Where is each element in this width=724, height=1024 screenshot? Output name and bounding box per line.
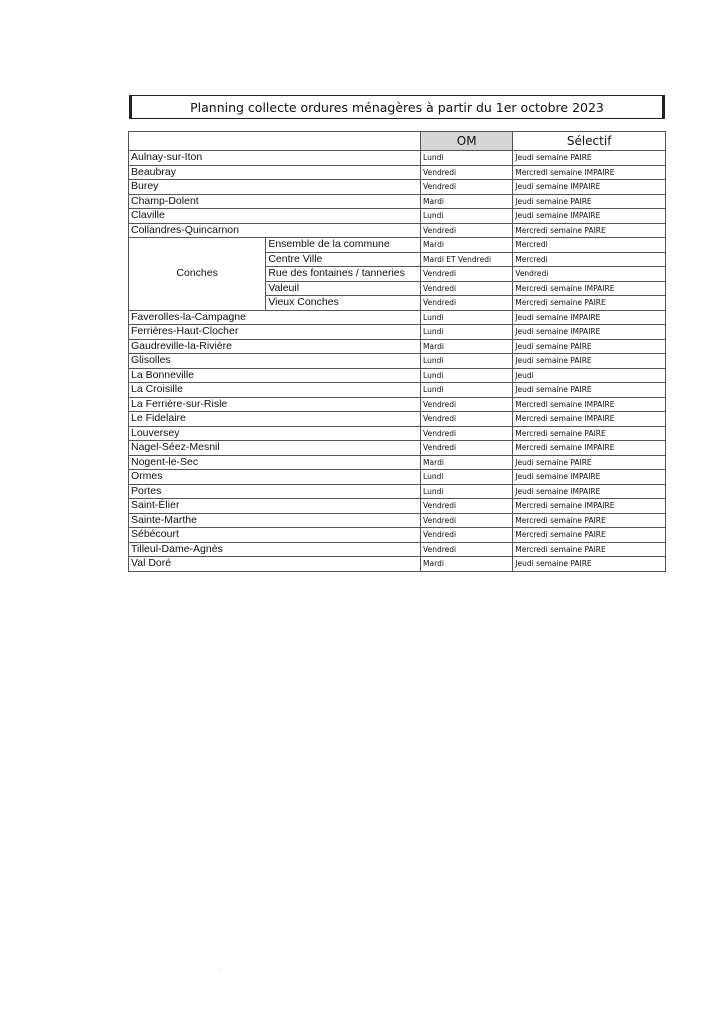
commune-cell: Saint-Élier	[129, 499, 421, 514]
selectif-day-cell: Mercredi semaine PAIRE	[513, 542, 666, 557]
selectif-day-cell: Jeudi semaine PAIRE	[513, 455, 666, 470]
om-day-cell: Mardi	[421, 557, 513, 572]
commune-cell: Glisolles	[129, 354, 421, 369]
scan-speck: ·	[219, 967, 221, 973]
commune-cell-conches: Conches	[129, 238, 266, 311]
sector-cell: Ensemble de la commune	[266, 238, 421, 253]
selectif-day-cell: Mercredi semaine PAIRE	[513, 426, 666, 441]
commune-cell: Champ-Dolent	[129, 194, 421, 209]
table-row	[129, 499, 666, 514]
selectif-day-cell: Jeudi semaine IMPAIRE	[513, 310, 666, 325]
om-day-cell: Vendredi	[421, 397, 513, 412]
table-row	[129, 557, 666, 572]
selectif-day-cell: Jeudi semaine PAIRE	[513, 151, 666, 166]
selectif-day-cell: Mercredi semaine PAIRE	[513, 513, 666, 528]
header-om: OM	[421, 132, 513, 151]
header-blank-cell	[129, 132, 421, 151]
om-day-cell: Mardi	[421, 339, 513, 354]
om-day-cell: Vendredi	[421, 513, 513, 528]
sector-cell: Rue des fontaines / tanneries	[266, 267, 421, 282]
om-day-cell: Vendredi	[421, 296, 513, 311]
selectif-day-cell: Jeudi semaine PAIRE	[513, 194, 666, 209]
table-row	[129, 484, 666, 499]
table-row	[129, 383, 666, 398]
selectif-day-cell: Mercredi semaine IMPAIRE	[513, 281, 666, 296]
table-row	[129, 209, 666, 224]
om-day-cell: Vendredi	[421, 426, 513, 441]
commune-cell: Gaudreville-la-Rivière	[129, 339, 421, 354]
om-day-cell: Lundi	[421, 209, 513, 224]
selectif-day-cell: Mercredi semaine IMPAIRE	[513, 499, 666, 514]
table-body	[129, 151, 666, 572]
selectif-day-cell: Mercredi semaine IMPAIRE	[513, 165, 666, 180]
table-row	[129, 470, 666, 485]
sector-cell: Vieux Conches	[266, 296, 421, 311]
om-day-cell: Mardi	[421, 194, 513, 209]
commune-cell: Louversey	[129, 426, 421, 441]
commune-cell: Nagel-Séez-Mesnil	[129, 441, 421, 456]
collection-schedule-table	[128, 131, 666, 572]
om-day-cell: Vendredi	[421, 165, 513, 180]
om-day-cell: Vendredi	[421, 499, 513, 514]
om-day-cell: Vendredi	[421, 180, 513, 195]
om-day-cell: Lundi	[421, 470, 513, 485]
om-day-cell: Vendredi	[421, 267, 513, 282]
om-day-cell: Vendredi	[421, 441, 513, 456]
selectif-day-cell: Jeudi semaine PAIRE	[513, 383, 666, 398]
table-row	[129, 325, 666, 340]
selectif-day-cell: Vendredi	[513, 267, 666, 282]
om-day-cell: Vendredi	[421, 281, 513, 296]
commune-cell: La Bonneville	[129, 368, 421, 383]
commune-cell: Burey	[129, 180, 421, 195]
selectif-day-cell: Mercredi semaine IMPAIRE	[513, 412, 666, 427]
selectif-day-cell: Mercredi semaine PAIRE	[513, 223, 666, 238]
selectif-day-cell: Jeudi semaine IMPAIRE	[513, 484, 666, 499]
sector-cell: Valeuil	[266, 281, 421, 296]
om-day-cell: Lundi	[421, 484, 513, 499]
table-row	[129, 528, 666, 543]
table-row	[129, 194, 666, 209]
commune-cell: Sainte-Marthe	[129, 513, 421, 528]
selectif-day-cell: Jeudi semaine PAIRE	[513, 339, 666, 354]
header-selectif: Sélectif	[513, 132, 666, 151]
om-day-cell: Lundi	[421, 354, 513, 369]
om-day-cell: Lundi	[421, 310, 513, 325]
om-day-cell: Vendredi	[421, 412, 513, 427]
om-day-cell: Vendredi	[421, 223, 513, 238]
commune-cell: La Croisille	[129, 383, 421, 398]
commune-cell: Val Doré	[129, 557, 421, 572]
table-row	[129, 339, 666, 354]
om-day-cell: Mardi	[421, 455, 513, 470]
selectif-day-cell: Mercredi	[513, 238, 666, 253]
commune-cell: Nogent-le-Sec	[129, 455, 421, 470]
selectif-day-cell: Mercredi semaine PAIRE	[513, 296, 666, 311]
table-row	[129, 542, 666, 557]
table-row	[129, 151, 666, 166]
commune-cell: Ferrières-Haut-Clocher	[129, 325, 421, 340]
selectif-day-cell: Mercredi semaine IMPAIRE	[513, 397, 666, 412]
selectif-day-cell: Jeudi semaine PAIRE	[513, 557, 666, 572]
commune-cell: Tilleul-Dame-Agnès	[129, 542, 421, 557]
selectif-day-cell: Mercredi semaine IMPAIRE	[513, 441, 666, 456]
commune-cell: Sébécourt	[129, 528, 421, 543]
om-day-cell: Lundi	[421, 368, 513, 383]
table-row	[129, 238, 666, 253]
selectif-day-cell: Mercredi semaine PAIRE	[513, 528, 666, 543]
om-day-cell: Mardi ET Vendredi	[421, 252, 513, 267]
om-day-cell: Lundi	[421, 383, 513, 398]
table-row	[129, 455, 666, 470]
om-day-cell: Lundi	[421, 151, 513, 166]
om-day-cell: Vendredi	[421, 542, 513, 557]
commune-cell: Beaubray	[129, 165, 421, 180]
om-day-cell: Mardi	[421, 238, 513, 253]
table-row	[129, 310, 666, 325]
table-row	[129, 180, 666, 195]
page-title: Planning collecte ordures ménagères à partir du 1er octobre 2023	[129, 95, 665, 119]
selectif-day-cell: Jeudi	[513, 368, 666, 383]
table-row	[129, 441, 666, 456]
table-row	[129, 513, 666, 528]
selectif-day-cell: Jeudi semaine IMPAIRE	[513, 470, 666, 485]
table-row	[129, 397, 666, 412]
table-header-row	[129, 132, 666, 151]
om-day-cell: Lundi	[421, 325, 513, 340]
selectif-day-cell: Mercredi	[513, 252, 666, 267]
selectif-day-cell: Jeudi semaine IMPAIRE	[513, 209, 666, 224]
selectif-day-cell: Jeudi semaine PAIRE	[513, 354, 666, 369]
commune-cell: Claville	[129, 209, 421, 224]
table-row	[129, 368, 666, 383]
om-day-cell: Vendredi	[421, 528, 513, 543]
commune-cell: Le Fidelaire	[129, 412, 421, 427]
commune-cell: Faverolles-la-Campagne	[129, 310, 421, 325]
table-row	[129, 354, 666, 369]
sector-cell: Centre Ville	[266, 252, 421, 267]
table-row	[129, 223, 666, 238]
commune-cell: Portes	[129, 484, 421, 499]
selectif-day-cell: Jeudi semaine IMPAIRE	[513, 325, 666, 340]
selectif-day-cell: Jeudi semaine IMPAIRE	[513, 180, 666, 195]
table-row	[129, 412, 666, 427]
commune-cell: Ormes	[129, 470, 421, 485]
table-row	[129, 165, 666, 180]
commune-cell: Collandres-Quincarnon	[129, 223, 421, 238]
commune-cell: Aulnay-sur-Iton	[129, 151, 421, 166]
commune-cell: La Ferrière-sur-Risle	[129, 397, 421, 412]
table-row	[129, 426, 666, 441]
